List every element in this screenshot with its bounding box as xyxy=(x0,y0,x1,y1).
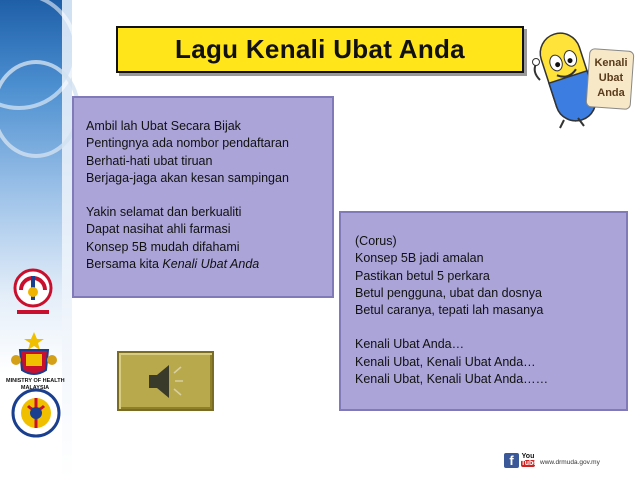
youtube-tube-text: Tube xyxy=(521,460,538,467)
stanza-gap xyxy=(355,319,620,336)
lyric-line: Pastikan betul 5 perkara xyxy=(355,268,490,283)
lyric-line: Kenali Ubat Anda… xyxy=(355,337,465,352)
verse-lyrics-box xyxy=(72,96,334,298)
lyric-line-italic: Kenali Ubat Anda xyxy=(162,257,260,272)
lyric-line: Konsep 5B jadi amalan xyxy=(355,251,484,266)
chorus-lyrics-box xyxy=(339,211,628,411)
facebook-icon[interactable]: f xyxy=(504,453,519,468)
lyric-line: Betul caranya, tepati lah masanya xyxy=(355,303,544,318)
mascot-label: Ubat xyxy=(598,72,624,84)
ministry-label-line: MINISTRY OF HEALTH xyxy=(6,378,65,384)
youtube-you-text: You xyxy=(521,453,535,460)
lyric-line: Kenali Ubat, Kenali Ubat Anda…… xyxy=(355,372,549,387)
lyric-line: Ambil lah Ubat Secara Bijak xyxy=(86,119,241,133)
page-title: Lagu Kenali Ubat Anda xyxy=(175,34,465,64)
lyric-line: Betul pengguna, ubat dan dosnya xyxy=(355,285,542,300)
mascot-label: Anda xyxy=(597,87,625,99)
lyric-line-prefix: Bersama kita xyxy=(86,257,163,272)
mascot-label: Kenali xyxy=(594,57,628,69)
speaker-icon xyxy=(119,353,212,409)
ministry-label-line: MALAYSIA xyxy=(20,384,50,391)
lyric-line xyxy=(86,256,326,273)
lyric-line: Kenali Ubat, Kenali Ubat Anda… xyxy=(355,354,536,369)
lyric-line: Berhati-hati ubat tiruan xyxy=(86,153,213,168)
footer-url[interactable]: www.drmuda.gov.my xyxy=(540,459,600,466)
lyric-line: Konsep 5B mudah difahami xyxy=(86,239,240,254)
lyric-line: Yakin selamat dan berkualiti xyxy=(86,205,242,220)
play-audio-button[interactable] xyxy=(117,351,214,411)
lyric-line: Berjaga-jaga akan kesan sampingan xyxy=(86,170,289,185)
malaysia-coat-of-arms-icon xyxy=(10,330,58,380)
lyric-line: (Corus) xyxy=(355,234,397,248)
stanza-gap xyxy=(86,187,326,204)
pharmacy-services-logo-icon xyxy=(10,388,62,438)
title-banner xyxy=(116,26,524,73)
lyric-line: Pentingnya ada nombor pendaftaran xyxy=(86,136,289,151)
pill-mascot-icon xyxy=(528,22,638,132)
health-ministry-logo-icon xyxy=(11,268,55,320)
lyric-line: Dapat nasihat ahli farmasi xyxy=(86,222,231,237)
youtube-icon[interactable] xyxy=(521,453,538,468)
